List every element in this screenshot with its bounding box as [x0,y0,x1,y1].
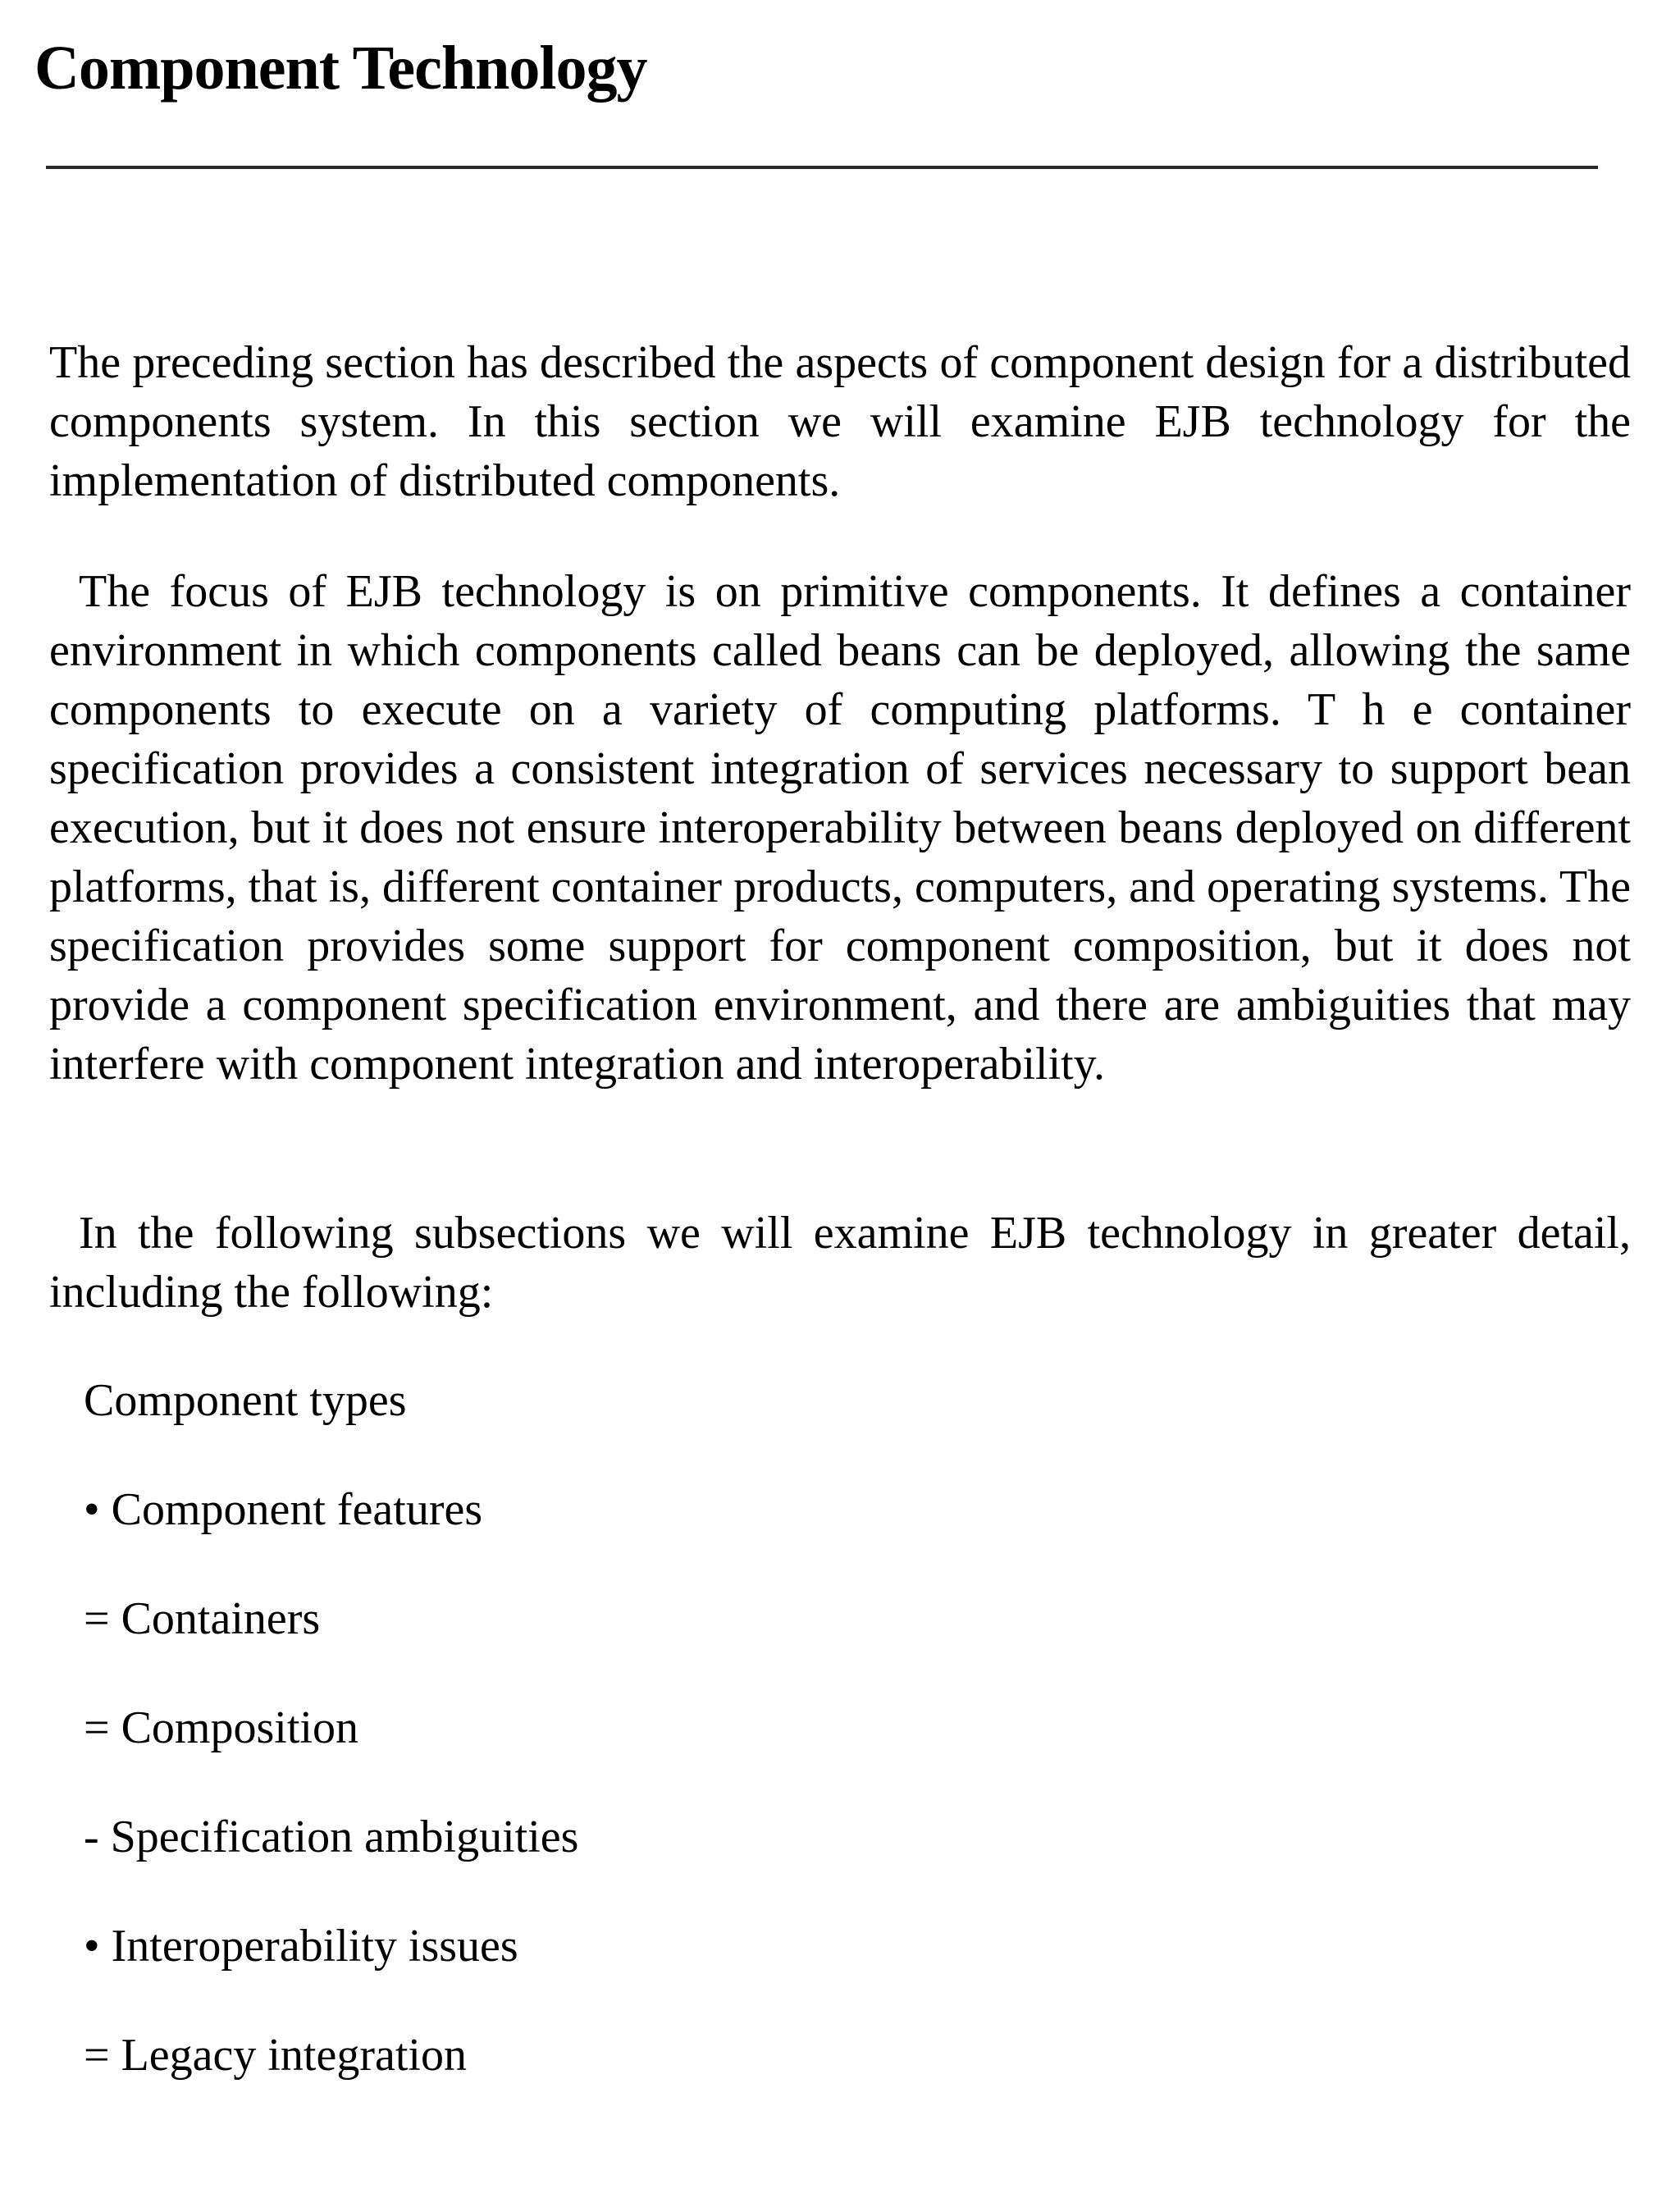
topic-item-component-types: Component types [84,1375,407,1426]
topic-list [84,1371,578,2135]
topic-item-containers: = Containers [84,1593,321,1644]
topic-item-specification-ambiguities: - Specification ambiguities [84,1812,579,1862]
page-title: Component Technology [34,34,647,103]
topic-item-composition: = Composition [84,1702,358,1753]
topic-item-component-features: • Component features [84,1484,483,1535]
subsections-intro-paragraph: In the following subsections we will examine EJB technology in greater detail, including the following: [49,1208,1631,1318]
topic-item-interoperability-issues: • Interoperability issues [84,1921,518,1972]
title-divider [46,166,1598,169]
intro-paragraph: The preceding section has described the aspects of component design for a distributed components system. In this section we will examine EJB technology for the implementation of distributed components. [49,337,1631,506]
ejb-focus-paragraph: The focus of EJB technology is on primitive components. It defines a container environment in which components called beans can be deployed, allowing the same components to execute on a variety of computing platforms. T h e container specification provides a consistent integration of services necessary to support bean execution, but it does not ensure interoperability between beans deployed on different platforms, that is, different container products, computers, and operating systems. The specification provides some support for component composition, but it does not provide a component specification environment, and there are ambiguities that may interfere with component integration and interoperability. [49,566,1631,1090]
topic-item-legacy-integration: = Legacy integration [84,2030,467,2081]
